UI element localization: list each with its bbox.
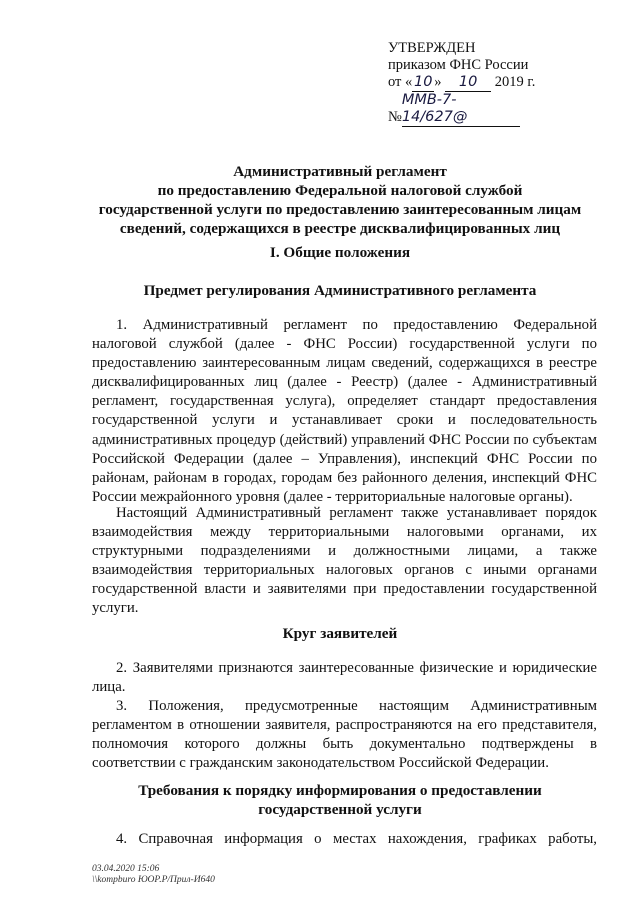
paragraph-3: 3. Положения, предусмотренные настоящим Административным регламентом в отношении заявителя, распространяются на его представителя, полномочия которого должны быть документально подтверждены в соответствии с гражданским законодательством Российской Федерации. [92, 698, 597, 772]
order-date: от « 10 » 10 2019 г. [388, 74, 536, 90]
subject-heading: Предмет регулирования Административного регламента [143, 282, 537, 299]
footer-date: 03.04.2020 15:06 [92, 864, 160, 874]
applicants-heading: Круг заявителей [282, 625, 398, 642]
order-of-label: приказом ФНС России [388, 57, 529, 73]
title-line: Административный регламент [233, 163, 447, 180]
info-heading-line: государственной услуги [258, 801, 422, 818]
document-title [60, 162, 620, 238]
info-heading [60, 781, 620, 819]
paragraph-4: 4. Справочная информация о местах нахождения, графиках работы, [116, 831, 597, 847]
title-line: сведений, содержащихся в реестре дисквалифицированных лиц [119, 220, 561, 237]
order-year: 2019 г. [494, 74, 536, 90]
info-heading-line: Требования к порядку информирования о предоставлении [138, 782, 542, 799]
approved-label: УТВЕРЖДЕН [388, 40, 476, 56]
paragraph-1: 1. Административный регламент по предоставлению Федеральной налоговой службой (далее - ФНС России) государственной услуги по предоставлению заинтересованным лицам сведений, содержащихся в реестре дисквалифицированных лиц (далее - Реестр) (далее - Административный регламент, государственная услуга), определяет стандарт предоставления государственной услуги и устанавливает сроки и последовательность административных процедур (действий) управлений ФНС России по субъектам Российской Федерации (далее – Управления), инспекций ФНС России по районам, районам в городах, городам без районного деления, инспекций ФНС России межрайонного уровня (далее - территориальные налоговые органы). [92, 317, 597, 505]
order-day: 10 [414, 74, 433, 90]
footer-path: \\kompburo ЮОР.Р/Прил-И640 [92, 875, 215, 885]
footer-meta [92, 864, 215, 886]
section-heading-general: I. Общие положения [269, 244, 411, 261]
approval-stamp [388, 40, 535, 127]
title-line: государственной услуги по предоставлению заинтересованным лицам [98, 201, 582, 218]
paragraph-1b: Настоящий Административный регламент также устанавливает порядок взаимодействия между территориальными налоговыми органами, их структурными подразделениями и должностными лицами, а также взаимодействия территориальных налоговых органов с иными органами государственной власти и заявителями при предоставлении государственной услуги. [92, 505, 597, 617]
order-number-value: ММВ-7-14/627@ [402, 92, 520, 127]
order-number: №ММВ-7-14/627@ [388, 92, 535, 127]
title-line: по предоставлению Федеральной налоговой службой [157, 182, 523, 199]
order-month: 10 [445, 74, 491, 92]
paragraph-2: 2. Заявителями признаются заинтересованные физические и юридические лица. [92, 660, 597, 696]
